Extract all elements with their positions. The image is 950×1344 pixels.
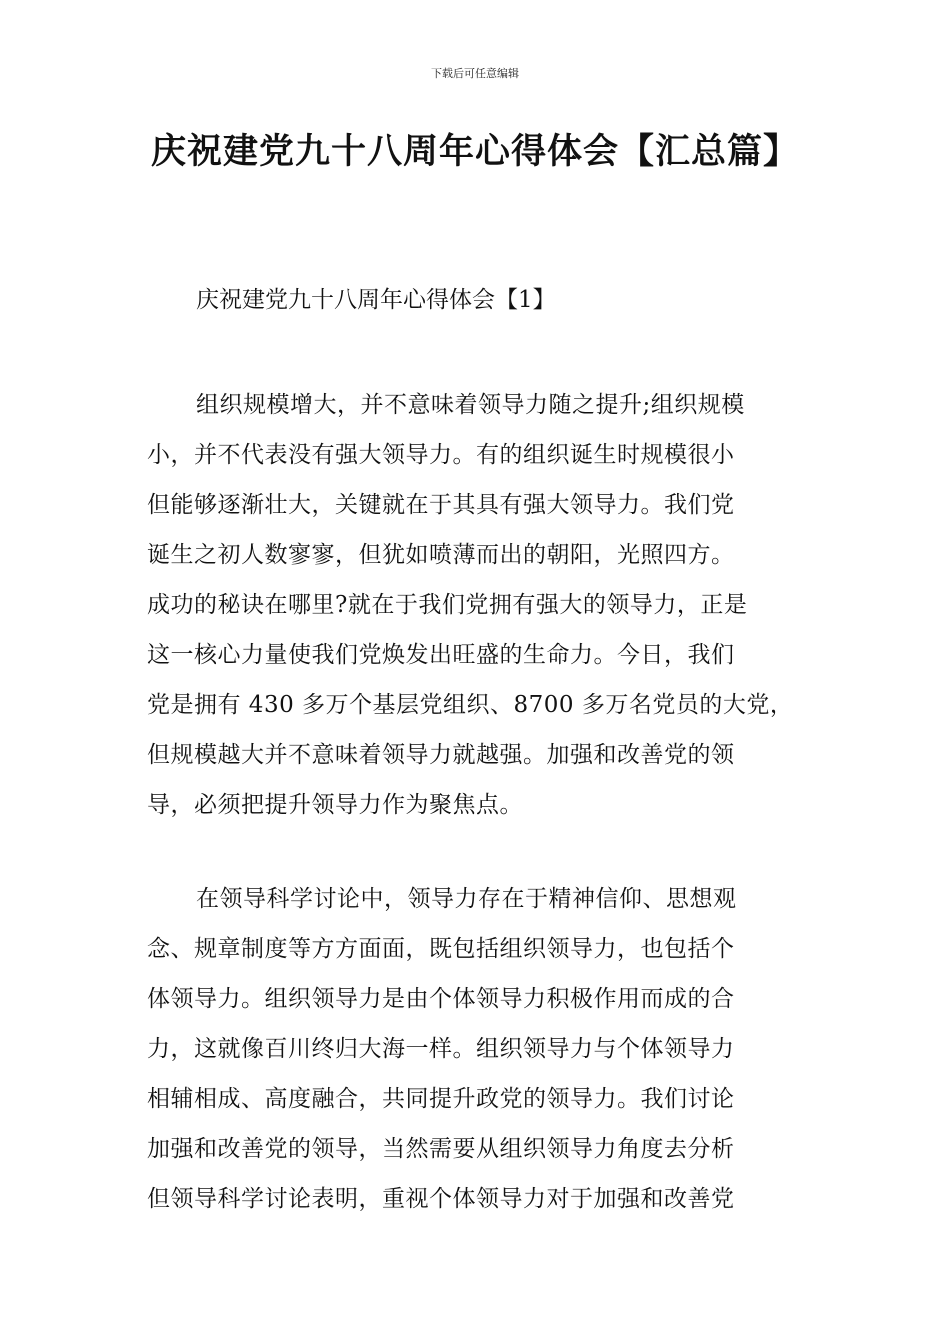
paragraph-line: 但规模越大并不意味着领导力就越强。加强和改善党的领: [147, 742, 735, 768]
paragraph-line: 小，并不代表没有强大领导力。有的组织诞生时规模很小: [147, 442, 735, 468]
header-note: 下载后可任意编辑: [431, 67, 519, 80]
paragraph-line: 体领导力。组织领导力是由个体领导力积极作用而成的合: [147, 986, 735, 1012]
paragraph-line: 诞生之初人数寥寥，但犹如喷薄而出的朝阳，光照四方。: [147, 542, 735, 568]
paragraph-line: 念、规章制度等方方面面，既包括组织领导力，也包括个: [147, 936, 735, 962]
paragraph-line: 但领导科学讨论表明，重视个体领导力对于加强和改善党: [147, 1186, 735, 1212]
paragraph-line: 导，必须把提升领导力作为聚焦点。: [147, 792, 523, 818]
paragraph-line: 组织规模增大，并不意味着领导力随之提升;组织规模: [196, 392, 745, 418]
section-heading: 庆祝建党九十八周年心得体会【1】: [196, 287, 556, 313]
paragraph-2: [147, 874, 837, 1224]
paragraph-line: 相辅相成、高度融合，共同提升政党的领导力。我们讨论: [147, 1086, 735, 1112]
paragraph-line: 力，这就像百川终归大海一样。组织领导力与个体领导力: [147, 1036, 735, 1062]
paragraph-1: [147, 380, 837, 830]
paragraph-line: 成功的秘诀在哪里?就在于我们党拥有强大的领导力，正是: [147, 592, 748, 618]
paragraph-line: 在领导科学讨论中，领导力存在于精神信仰、思想观: [196, 886, 737, 912]
paragraph-line: 但能够逐渐壮大，关键就在于其具有强大领导力。我们党: [147, 492, 735, 518]
document-title: 庆祝建党九十八周年心得体会【汇总篇】: [150, 132, 799, 172]
paragraph-line: 这一核心力量使我们党焕发出旺盛的生命力。今日，我们: [147, 642, 735, 668]
paragraph-line: 党是拥有 430 多万个基层党组织、8700 多万名党员的大党，: [147, 692, 794, 718]
paragraph-line: 加强和改善党的领导，当然需要从组织领导力角度去分析: [147, 1136, 735, 1162]
